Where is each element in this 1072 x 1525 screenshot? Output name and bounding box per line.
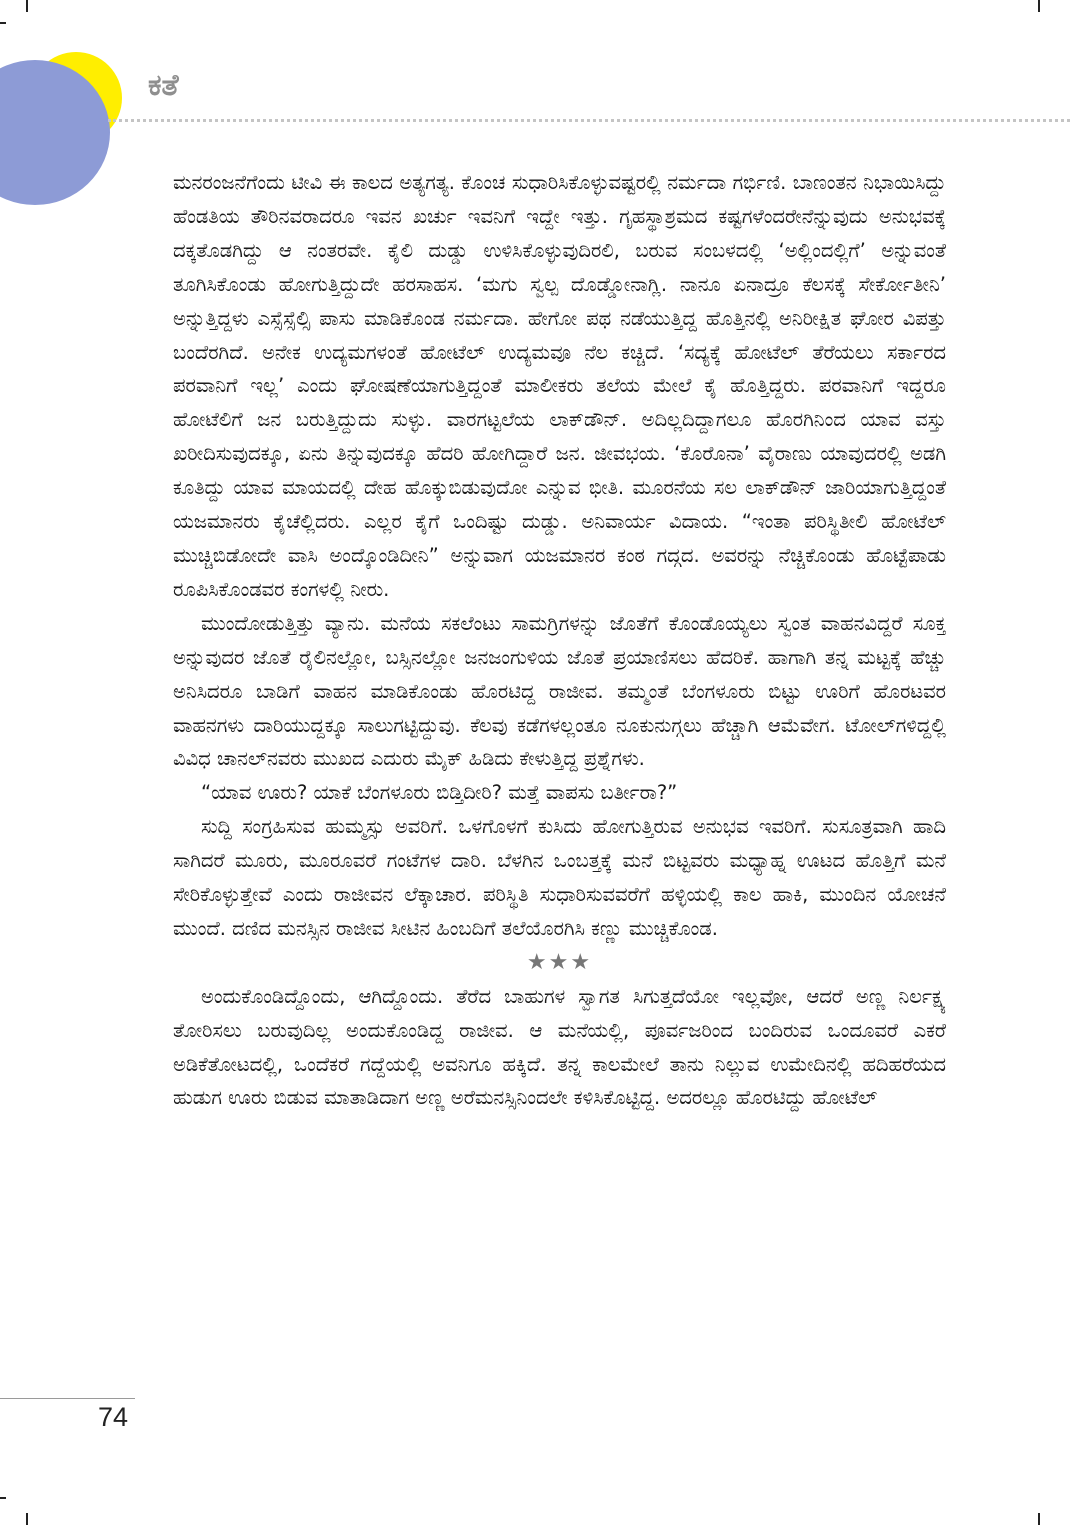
crop-mark-top-left (26, 0, 28, 12)
crop-mark-bottom-left (26, 1513, 28, 1525)
crop-mark-left-upper (0, 22, 6, 24)
dotted-divider (108, 119, 1070, 122)
dialogue-paragraph: “ಯಾವ ಊರು? ಯಾಕೆ ಬೆಂಗಳೂರು ಬಿಡ್ತಿದೀರಿ? ಮತ್ತೆ ವಾಪಸು ಬರ್ತೀರಾ?” (201, 781, 678, 805)
paragraph: ಮನರಂಜನೆಗೆಂದು ಟೀವಿ ಈ ಕಾಲದ ಅತ್ಯಗತ್ಯ. ಕೊಂಚ ಸುಧಾರಿಸಿಕೊಳ್ಳುವಷ್ಟರಲ್ಲಿ ನರ್ಮದಾ ಗರ್ಭಿಣಿ. ಬಾಣಂತನ ನಿಭಾಯಿಸಿದ್ದು ಹೆಂಡತಿಯ ತೌರಿನವರಾದರೂ ಇವನ ಖರ್ಚು ಇವನಿಗೆ ಇದ್ದೇ ಇತ್ತು. ಗೃಹಸ್ಥಾಶ್ರಮದ ಕಷ್ಟಗಳೆಂದರೇನೆನ್ನುವುದು ಅನುಭವಕ್ಕೆ ದಕ್ಕತೊಡಗಿದ್ದು ಆ ನಂತರವೇ. ಕೈಲಿ ದುಡ್ಡು ಉಳಿಸಿಕೊಳ್ಳುವುದಿರಲಿ, ಬರುವ ಸಂಬಳದಲ್ಲಿ ‘ಅಲ್ಲಿಂದಲ್ಲಿಗೆ’ ಅನ್ನುವಂತೆ ತೂಗಿಸಿಕೊಂಡು ಹೋಗುತ್ತಿದ್ದುದೇ ಹರಸಾಹಸ. ‘ಮಗು ಸ್ವಲ್ಪ ದೊಡ್ಡೋನಾಗ್ಲಿ. ನಾನೂ ಏನಾದ್ರೂ ಕೆಲಸಕ್ಕೆ ಸೇರ್ಕೋತೀನಿ’ ಅನ್ನುತ್ತಿದ್ದಳು ಎಸ್ಸೆಸ್ಸೆಲ್ಸಿ ಪಾಸು ಮಾಡಿಕೊಂಡ ನರ್ಮದಾ. ಹೇಗೋ ಪಥ ನಡೆಯುತ್ತಿದ್ದ ಹೊತ್ತಿನಲ್ಲಿ ಅನಿರೀಕ್ಷಿತ ಘೋರ ವಿಪತ್ತು ಬಂದೆರಗಿದೆ. ಅನೇಕ ಉದ್ಯಮಗಳಂತೆ ಹೋಟೆಲ್ ಉದ್ಯಮವೂ ನೆಲ ಕಚ್ಚಿದೆ. ‘ಸದ್ಯಕ್ಕೆ ಹೋಟೆಲ್ ತೆರೆಯಲು ಸರ್ಕಾರದ ಪರವಾನಿಗೆ ಇಲ್ಲ’ ಎಂದು ಘೋಷಣೆಯಾಗುತ್ತಿದ್ದಂತೆ ಮಾಲೀಕರು ತಲೆಯ ಮೇಲೆ ಕೈ ಹೊತ್ತಿದ್ದರು. ಪರವಾನಿಗೆ ಇದ್ದರೂ ಹೋಟೆಲಿಗೆ ಜನ ಬರುತ್ತಿದ್ದುದು ಸುಳ್ಳು. ವಾರಗಟ್ಟಲೆಯ ಲಾಕ್‌ಡೌನ್. ಅದಿಲ್ಲದಿದ್ದಾಗಲೂ ಹೊರಗಿನಿಂದ ಯಾವ ವಸ್ತು ಖರೀದಿಸುವುದಕ್ಕೂ, ಏನು ತಿನ್ನುವುದಕ್ಕೂ ಹೆದರಿ ಹೋಗಿದ್ದಾರೆ ಜನ. ಜೀವಭಯ. ‘ಕೊರೊನಾ’ ವೈರಾಣು ಯಾವುದರಲ್ಲಿ ಅಡಗಿ ಕೂತಿದ್ದು ಯಾವ ಮಾಯದಲ್ಲಿ ದೇಹ ಹೊಕ್ಕುಬಿಡುವುದೋ ಎನ್ನುವ ಭೀತಿ. ಮೂರನೆಯ ಸಲ ಲಾಕ್‌ಡೌನ್ ಜಾರಿಯಾಗುತ್ತಿದ್ದಂತೆ ಯಜಮಾನರು ಕೈಚೆಲ್ಲಿದರು. ಎಲ್ಲರ ಕೈಗೆ ಒಂದಿಷ್ಟು ದುಡ್ಡು. ಅನಿವಾರ್ಯ ವಿದಾಯ. “ಇಂತಾ ಪರಿಸ್ಥಿತೀಲಿ ಹೋಟೆಲ್ ಮುಚ್ಚಿಬಿಡೋದೇ ವಾಸಿ ಅಂದ್ಕೊಂಡಿದೀನಿ” ಅನ್ನುವಾಗ ಯಜಮಾನರ ಕಂಠ ಗದ್ಗದ. ಅವರನ್ನು ನೆಚ್ಚಿಕೊಂಡು ಹೊಟ್ಟೆಪಾಡು ರೂಪಿಸಿಕೊಂಡವರ ಕಂಗಳಲ್ಲಿ ನೀರು. (173, 171, 946, 601)
section-title: ಕತೆ (148, 68, 179, 103)
crop-mark-top-right (1038, 0, 1040, 12)
crop-mark-left-lower (0, 1497, 6, 1499)
crop-mark-bottom-right (1038, 1513, 1040, 1525)
page-number: 74 (98, 1402, 129, 1432)
paragraph: ಅಂದುಕೊಂಡಿದ್ದೊಂದು, ಆಗಿದ್ದೊಂದು. ತೆರೆದ ಬಾಹುಗಳ ಸ್ವಾಗತ ಸಿಗುತ್ತದೆಯೋ ಇಲ್ಲವೋ, ಆದರೆ ಅಣ್ಣ ನಿರ್ಲಕ್ಷ್ಯ ತೋರಿಸಲು ಬರುವುದಿಲ್ಲ ಅಂದುಕೊಂಡಿದ್ದ ರಾಜೀವ. ಆ ಮನೆಯಲ್ಲಿ, ಪೂರ್ವಜರಿಂದ ಬಂದಿರುವ ಒಂದೂವರೆ ಎಕರೆ ಅಡಿಕೆತೋಟದಲ್ಲಿ, ಒಂದೆಕರೆ ಗದ್ದೆಯಲ್ಲಿ ಅವನಿಗೂ ಹಕ್ಕಿದೆ. ತನ್ನ ಕಾಲಮೇಲೆ ತಾನು ನಿಲ್ಲುವ ಉಮೇದಿನಲ್ಲಿ ಹದಿಹರೆಯದ ಹುಡುಗ ಊರು ಬಿಡುವ ಮಾತಾಡಿದಾಗ ಅಣ್ಣ ಅರೆಮನಸ್ಸಿನಿಂದಲೇ ಕಳಿಸಿಕೊಟ್ಟಿದ್ದ. ಅದರಲ್ಲೂ ಹೊರಟಿದ್ದು ಹೋಟೆಲ್ (173, 984, 946, 1110)
story-body (173, 166, 946, 1115)
footer-rule (0, 1398, 135, 1399)
section-separator: ★★★ (526, 949, 593, 975)
paragraph: ಸುದ್ದಿ ಸಂಗ್ರಹಿಸುವ ಹುಮ್ಮಸ್ಸು ಅವರಿಗೆ. ಒಳಗೊಳಗೆ ಕುಸಿದು ಹೋಗುತ್ತಿರುವ ಅನುಭವ ಇವರಿಗೆ. ಸುಸೂತ್ರವಾಗಿ ಹಾದಿ ಸಾಗಿದರೆ ಮೂರು, ಮೂರೂವರೆ ಗಂಟೆಗಳ ದಾರಿ. ಬೆಳಗಿನ ಒಂಬತ್ತಕ್ಕೆ ಮನೆ ಬಿಟ್ಟವರು ಮಧ್ಯಾಹ್ನ ಊಟದ ಹೊತ್ತಿಗೆ ಮನೆ ಸೇರಿಕೊಳ್ಳುತ್ತೇವೆ ಎಂದು ರಾಜೀವನ ಲೆಕ್ಕಾಚಾರ. ಪರಿಸ್ಥಿತಿ ಸುಧಾರಿಸುವವರೆಗೆ ಹಳ್ಳಿಯಲ್ಲಿ ಕಾಲ ಹಾಕಿ, ಮುಂದಿನ ಯೋಚನೆ ಮುಂದೆ. ದಣಿದ ಮನಸ್ಸಿನ ರಾಜೀವ ಸೀಟಿನ ಹಿಂಬದಿಗೆ ತಲೆಯೊರಗಿಸಿ ಕಣ್ಣು ಮುಚ್ಚಿಕೊಂಡ. (173, 815, 946, 940)
paragraph: ಮುಂದೋಡುತ್ತಿತ್ತು ವ್ಯಾನು. ಮನೆಯ ಸಕಲೆಂಟು ಸಾಮಗ್ರಿಗಳನ್ನು ಜೊತೆಗೆ ಕೊಂಡೊಯ್ಯಲು ಸ್ವಂತ ವಾಹನವಿದ್ದರೆ ಸೂಕ್ತ ಅನ್ನುವುದರ ಜೊತೆ ರೈಲಿನಲ್ಲೋ, ಬಸ್ಸಿನಲ್ಲೋ ಜನಜಂಗುಳಿಯ ಜೊತೆ ಪ್ರಯಾಣಿಸಲು ಹೆದರಿಕೆ. ಹಾಗಾಗಿ ತನ್ನ ಮಟ್ಟಕ್ಕೆ ಹೆಚ್ಚು ಅನಿಸಿದರೂ ಬಾಡಿಗೆ ವಾಹನ ಮಾಡಿಕೊಂಡು ಹೊರಟಿದ್ದ ರಾಜೀವ. ತಮ್ಮಂತೆ ಬೆಂಗಳೂರು ಬಿಟ್ಟು ಊರಿಗೆ ಹೊರಟವರ ವಾಹನಗಳು ದಾರಿಯುದ್ದಕ್ಕೂ ಸಾಲುಗಟ್ಟಿದ್ದುವು. ಕೆಲವು ಕಡೆಗಳಲ್ಲಂತೂ ನೂಕುನುಗ್ಗಲು ಹೆಚ್ಚಾಗಿ ಆಮೆವೇಗ. ಟೋಲ್‌ಗಳಿದ್ದಲ್ಲಿ ವಿವಿಧ ಚಾನಲ್‌ನವರು ಮುಖದ ಎದುರು ಮೈಕ್ ಹಿಡಿದು ಕೇಳುತ್ತಿದ್ದ ಪ್ರಶ್ನೆಗಳು. (173, 611, 946, 771)
